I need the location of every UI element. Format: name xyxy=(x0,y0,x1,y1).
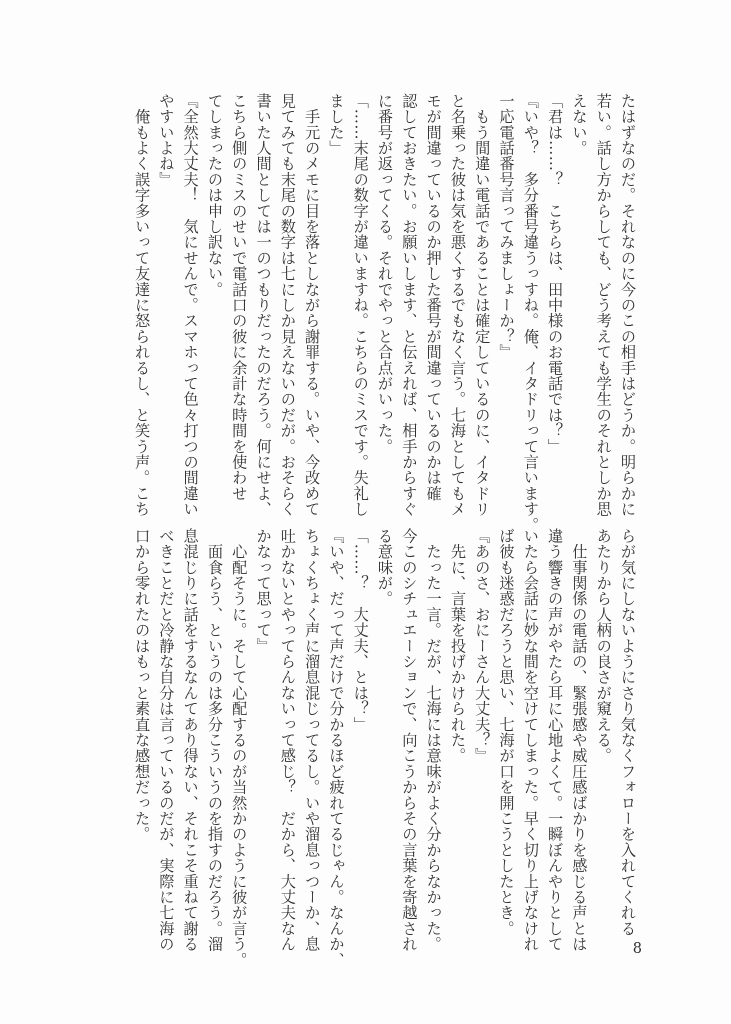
text-line: こちら側のミスのせいで電話口の彼に余計な時間を使わせ xyxy=(230,93,249,502)
text-block-top xyxy=(130,93,640,533)
text-line: 吐かないとやってらんないって感じ？ だから、大丈夫なん xyxy=(278,528,297,952)
text-line: もう間違い電話であることは確定しているのに、イタドリ xyxy=(473,93,492,517)
text-line: 今このシチュエーションで、向こうからその言葉を寄越され xyxy=(400,528,419,952)
text-line: に番号が返ってくる。それでやっと合点がいった。 xyxy=(376,93,395,455)
text-line: 手元のメモに目を落としながら謝罪する。いや、今改めて xyxy=(303,93,322,517)
text-line: 「……？ 大丈夫、とは？」 xyxy=(351,528,370,733)
text-line: やすいよね』 xyxy=(157,93,176,188)
text-line: らが気にしないようにさり気なくフォローを入れてくれる xyxy=(619,528,637,937)
text-line: 見てみても末尾の数字は七にしか見えないのだが。おそらく xyxy=(278,93,297,517)
text-line: 「……末尾の数字が違いますね。こちらのミスです。失礼し xyxy=(351,93,370,517)
text-line: 先に、言葉を投げかけられた。 xyxy=(448,528,467,764)
text-line: 面食らう、というのは多分こういうのを指すのだろう。溜 xyxy=(205,528,224,952)
text-line: 『全然大丈夫！ 気にせんで。スマホって色々打つの間違い xyxy=(181,93,200,517)
text-line: ば彼も迷惑だろうと思い、七海が口を開こうとしたとき。 xyxy=(497,528,516,937)
text-line: ました」 xyxy=(327,93,346,156)
text-line: と名乗った彼は気を悪くするでもなく言う。七海としてもメ xyxy=(448,93,467,517)
text-line: 「君は……？ こちらは、田中様のお電話では？」 xyxy=(546,93,565,455)
text-line: いたら会話に妙な間を空けてしまった。早く切り上げなけれ xyxy=(521,528,540,952)
text-line: あたりから人柄の良さが窺える。 xyxy=(594,528,613,764)
text-line: たはずなのだ。それなのに今のこの相手はどうか。明らかに xyxy=(619,93,637,517)
text-line: 違う響きの声がやたら耳に心地よくて。一瞬ぼんやりとして xyxy=(546,528,565,952)
text-line: 仕事関係の電話の、緊張感や威圧感ばかりを感じる声とは xyxy=(570,528,589,952)
text-line: 『あのさ、おにーさん大丈夫？』 xyxy=(473,528,492,764)
text-line: 一応電話番号言ってみましょーか？』 xyxy=(497,93,516,360)
text-line: かなって思って』 xyxy=(254,528,273,654)
text-line: べきことだと冷静な自分は言っているのだが、実際に七海の xyxy=(157,528,176,952)
text-line: 息混じりに話をするなんてあり得ない、それこそ重ねて謝る xyxy=(181,528,200,952)
text-line: 俺もよく誤字多いって友達に怒られるし、と笑う声。こち xyxy=(133,93,152,517)
text-line: 認しておきたい。お願いします、と伝えれば、相手からすぐ xyxy=(400,93,419,517)
text-line: えない。 xyxy=(570,93,589,156)
text-line: モが間違っているのか押した番号が間違っているのかは確 xyxy=(424,93,443,502)
text-line: ちょくちょく声に溜息混じってるし。いや溜息っつーか、息 xyxy=(303,528,322,952)
text-line: 『いや、だって声だけで分かるほど疲れてるじゃん。なんか、 xyxy=(327,528,346,968)
text-line: 口から零れたのはもっと素直な感想だった。 xyxy=(133,528,152,842)
text-line: てしまったのは申し訳ない。 xyxy=(205,93,224,298)
text-line: 心配そうに。そして心配するのが当然かのように彼が言う。 xyxy=(230,528,249,968)
text-block-bottom xyxy=(130,528,640,968)
text-line: たった一言。だが、七海には意味がよく分からなかった。 xyxy=(424,528,443,952)
text-line: 『いや？ 多分番号違うっすね。俺、イタドリって言います。 xyxy=(521,93,540,533)
text-line: 若い。話し方からしても、どう考えても学生のそれとしか思 xyxy=(594,93,613,517)
text-line: る意味が。 xyxy=(376,528,395,607)
page-number: 8 xyxy=(632,941,642,957)
text-line: 書いた人間としては一のつもりだったのだろう。何にせよ、 xyxy=(254,93,273,517)
